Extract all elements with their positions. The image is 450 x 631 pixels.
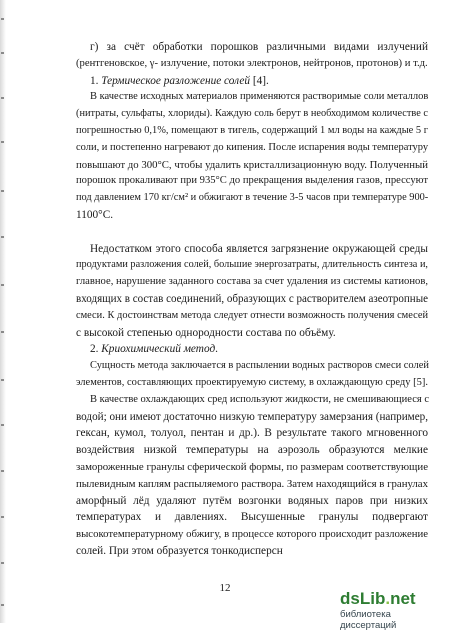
text-line: соли, и постепенно нагревают до кипения. После испарения воды температуру (76, 141, 429, 153)
text-line: главное, нарушение заданного состава за счет удаления из системы катионов, (76, 276, 428, 288)
text-line: Недостатком этого способа является загрязнение окружающей среды (90, 242, 428, 255)
text-line: В качестве охлаждающих сред используют жидкости, не смешивающиеся с (90, 393, 430, 405)
text-line: г) за счёт обработки порошков различными видами излучений (90, 41, 428, 53)
text-line: высокотемпературному обжигу, в процессе которого происходит разложение (76, 528, 428, 541)
body-text (76, 39, 428, 560)
text-line: погрешностью 0,1%, помещают в тигель, содержащий 1 мл воды на каждые 5 г (76, 124, 428, 136)
text-line: Сущность метода заключается в распылении водных растворов смеси солей (90, 360, 429, 372)
text-line: (рентгеновское, γ- излучение, потоки электронов, нейтронов, протонов) и т.д. (76, 57, 428, 69)
text-line: температурах и давлениях. Высушенные гранулы подвергают (76, 511, 428, 524)
text-line: 2. Криохимический метод. (90, 343, 218, 356)
text-line: под давлением 170 кг/см² и обжигают в течение 3-5 часов при температуре 900- (76, 192, 429, 204)
text-line: замороженные гранулы сферической формы, по размерам соответствующие (76, 460, 428, 473)
text-line: порошок прокаливают при 935°С до прекращения выделения газов, прессуют (76, 175, 428, 187)
text-line: солей. При этом образуется тонкодисперсн (76, 544, 283, 557)
text-line: 1. Термическое разложение солей [4]. (90, 74, 269, 87)
watermark-logo (340, 589, 448, 631)
text-line: В качестве исходных материалов применяются растворимые соли металлов (90, 91, 429, 103)
paragraph-gap (76, 224, 428, 241)
text-line: пылевидным каплям распыляемого раствора. Затем находящийся в гранулах (76, 477, 428, 490)
text-line: смеси. К достоинствам метода следует отнести возможность получения смесей (76, 309, 428, 321)
text-line: гексан, кумол, толуол, пентан и др.). В результате такого мгновенного (76, 427, 428, 440)
text-line: аморфный лёд удаляют путём возгонки водяных паров при низких (76, 494, 428, 507)
watermark-logo-text: dsLib.net (340, 589, 416, 608)
text-line: (нитраты, сульфаты, хлориды). Каждую соль берут в необходимом количестве с (76, 108, 428, 120)
text-line: элементов, составляющих проектируемую систему, в охлаждающую среду [5]. (76, 376, 428, 388)
text-line: входящих в состав соединений, образующих с растворителем азеотропные (76, 292, 428, 305)
text-line: с высокой степенью однородности состава по объёму. (76, 326, 336, 339)
text-line: повышают до 300°С, чтобы удалить кристаллизационную воду. Полученный (76, 158, 428, 171)
watermark-subtitle: библиотека диссертаций (340, 609, 397, 631)
text-line: водой; они имеют достаточно низкую температуру замерзания (например, (76, 410, 428, 423)
text-line: воздействия низкой температуры на аэрозоль образуются мелкие (76, 444, 428, 457)
scan-margin-marks (1, 0, 5, 623)
text-line: 1100°С. (76, 208, 114, 221)
page-number: 12 (219, 582, 231, 594)
text-line: продуктами разложения солей, большие энергозатраты, длительность синтеза и, (76, 259, 428, 271)
